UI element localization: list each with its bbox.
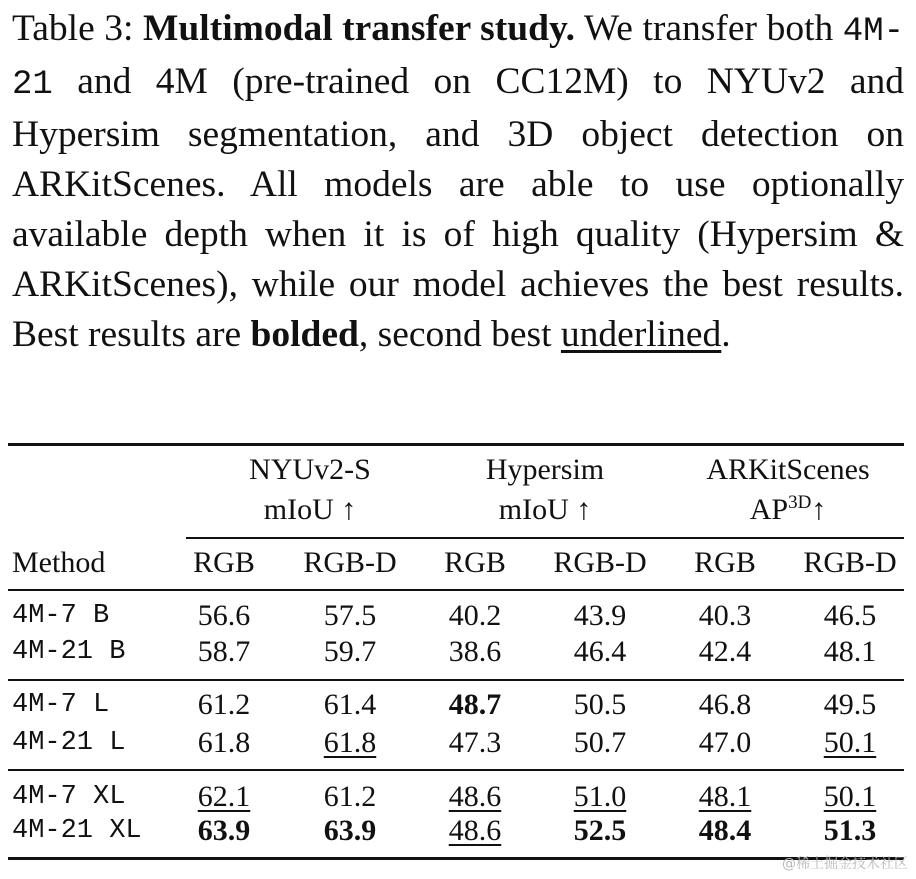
method-name: 4M-21 XL — [12, 816, 142, 846]
header-rule — [8, 589, 904, 591]
group-metric: $AP^{3D}↑$ — [749, 492, 827, 526]
caption-title: Multimodal transfer study. — [143, 8, 576, 49]
caption-text-2: and 4M (pre-trained on CC12M) to NYUv2 and Hypersim segmentation, and 3D object detection on ARKitScenes. All models are able to use optionally available depth when it is of high quality (Hypersim & ARKitScenes), while our model achieves the best results. Best results are — [12, 61, 905, 355]
table-cell: 47.3 — [448, 726, 502, 759]
group-title: Hypersim — [485, 453, 605, 486]
table-cell: 56.6 — [197, 599, 251, 632]
group-title: NYUv2-S — [249, 453, 371, 486]
group-title: ARKitScenes — [706, 453, 870, 486]
table-cell: 62.1 — [197, 780, 251, 813]
sub-header-rgb: RGB — [444, 546, 506, 579]
table-cell: 48.1 — [823, 635, 877, 668]
table-cell: 63.9 — [323, 814, 377, 847]
method-name: 4M-21 B — [12, 637, 126, 667]
table-cell: 48.7 — [448, 688, 502, 721]
group-rule — [186, 537, 904, 539]
table-cell: 40.2 — [448, 599, 502, 632]
table-cell: 57.5 — [323, 599, 377, 632]
sub-header-rgb: RGB — [694, 546, 756, 579]
method-name: 4M-7 B — [12, 601, 110, 631]
method-name: 4M-7 L — [12, 690, 110, 720]
sub-header-rgb-d: RGB-D — [303, 546, 397, 579]
watermark: @稀土掘金技术社区 — [782, 856, 908, 872]
table-cell: 50.1 — [823, 780, 877, 813]
table-cell: 50.1 — [823, 726, 877, 759]
table-caption — [12, 4, 904, 360]
caption-model-name: 4M-21 — [12, 13, 905, 104]
table-cell: 61.2 — [323, 780, 377, 813]
table-cell: 51.3 — [823, 814, 877, 847]
table-top-rule — [8, 443, 904, 446]
table-cell: 61.4 — [323, 688, 377, 721]
sub-header-rgb-d: RGB-D — [553, 546, 647, 579]
table-cell: 61.2 — [197, 688, 251, 721]
table-cell: 51.0 — [573, 780, 627, 813]
sub-header-rgb-d: RGB-D — [803, 546, 897, 579]
table-cell: 49.5 — [823, 688, 877, 721]
table-bottom-rule — [8, 857, 904, 860]
table-cell: 48.6 — [448, 780, 502, 813]
caption-underlined: underlined — [560, 314, 722, 355]
caption-text-4: . — [721, 314, 731, 355]
caption-label: Table 3: — [12, 8, 134, 49]
sub-header-rgb: RGB — [193, 546, 255, 579]
group-header-nyuv2 — [190, 450, 430, 530]
table-cell: 58.7 — [197, 635, 251, 668]
table-cell: 46.5 — [823, 599, 877, 632]
group-separator-rule — [8, 679, 904, 681]
group-header-hypersim — [425, 450, 665, 530]
table-cell: 50.5 — [573, 688, 627, 721]
table-cell: 42.4 — [698, 635, 752, 668]
group-header-arkitscenes — [668, 450, 908, 530]
table-cell: 50.7 — [573, 726, 627, 759]
table-cell: 61.8 — [323, 726, 377, 759]
table-cell: 46.8 — [698, 688, 752, 721]
table-cell: 46.4 — [573, 635, 627, 668]
table-cell: 43.9 — [573, 599, 627, 632]
group-separator-rule — [8, 769, 904, 771]
caption-text-1: We transfer both — [583, 8, 834, 49]
table-cell: 38.6 — [448, 635, 502, 668]
table-cell: 59.7 — [323, 635, 377, 668]
table-cell: 63.9 — [197, 814, 251, 847]
table-cell: 48.6 — [448, 814, 502, 847]
method-name: 4M-7 XL — [12, 782, 126, 812]
method-name: 4M-21 L — [12, 728, 126, 758]
table-cell: 52.5 — [573, 814, 627, 847]
group-metric: mIoU ↑ — [498, 493, 592, 526]
caption-text-3: , second best — [358, 314, 552, 355]
table-cell: 47.0 — [698, 726, 752, 759]
table-cell: 40.3 — [698, 599, 752, 632]
table-cell: 48.1 — [698, 780, 752, 813]
table-cell: 48.4 — [698, 814, 752, 847]
table-cell: 61.8 — [197, 726, 251, 759]
group-metric: mIoU ↑ — [263, 493, 357, 526]
method-header: Method — [12, 546, 106, 579]
caption-bolded: bolded — [250, 314, 359, 355]
